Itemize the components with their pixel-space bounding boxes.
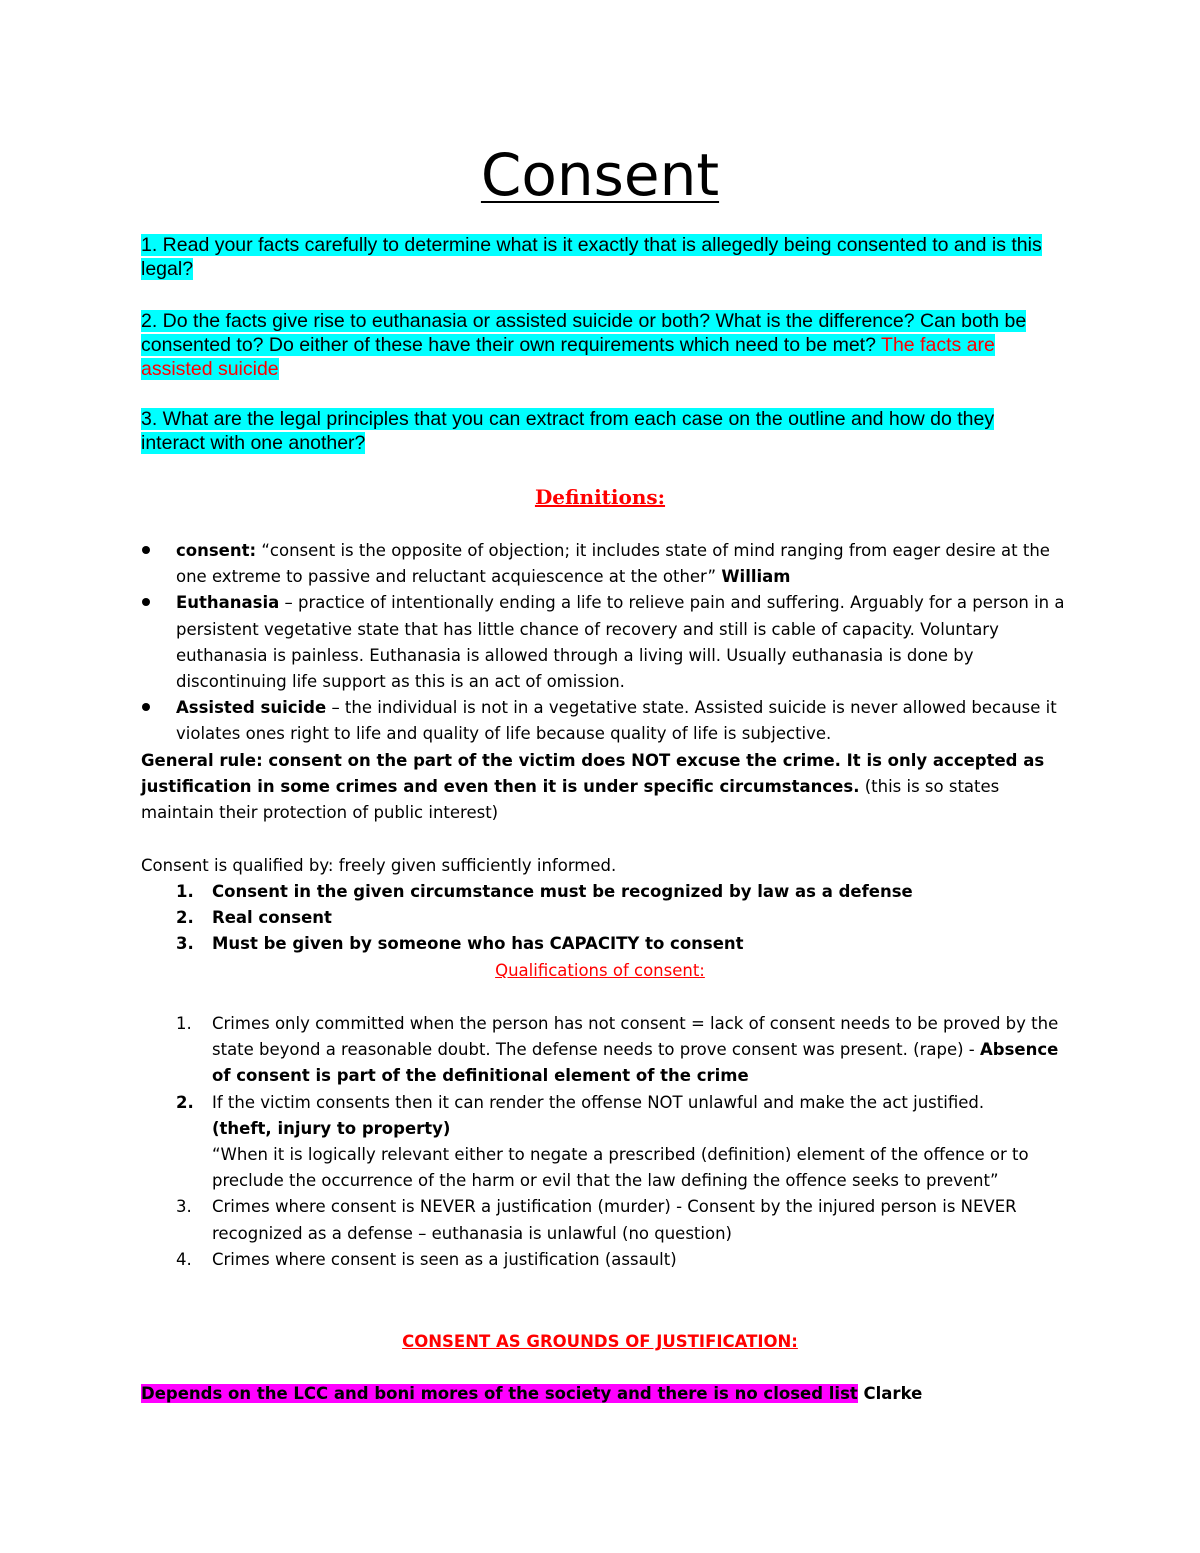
definition-text: – practice of intentionally ending a life to relieve pain and suffering. Arguably for a person in a persistent vegetative state that has little chance of recovery and still is cable of capacity. Voluntary euthanasia is painless. Euthanasia is allowed through a living will. Usually euthanasia is done by discontinuing life support as this is an act of omission. (176, 593, 1065, 692)
question-1-text: 1. Read your facts carefully to determine what is it exactly that is allegedly being consented to and is this legal? (141, 234, 1042, 280)
definition-term: consent: (176, 541, 257, 560)
closing-source: Clarke (863, 1384, 923, 1403)
bullet-icon (142, 598, 150, 606)
definitions-heading: Definitions: (534, 485, 666, 509)
qualified-item-text: Real consent (212, 908, 332, 928)
question-2-text: 2. Do the facts give rise to euthanasia or assisted suicide or both? What is the difference? Can both be consented to? Do either of these have their own requirements which need to be met? (141, 310, 1027, 356)
general-rule (141, 748, 1071, 827)
definitions-list (176, 538, 1076, 748)
qualification-text: Crimes where consent is NEVER a justification (murder) - Consent by the injured person is NEVER recognized as a defense – euthanasia is unlawful (no question) (212, 1197, 1017, 1243)
definition-term: Assisted suicide (176, 698, 327, 718)
qualification-item (141, 1011, 1061, 1090)
qualified-item-text: Consent in the given circumstance must be recognized by law as a defense (212, 882, 913, 901)
qualified-item (141, 879, 1061, 905)
qualified-item (141, 905, 1061, 931)
qualification-example: (theft, injury to property) (212, 1118, 451, 1138)
closing-paragraph (141, 1381, 1071, 1407)
list-number: 1. (176, 882, 194, 901)
definition-item (176, 538, 1076, 590)
question-2-answer: The facts are assisted suicide (141, 334, 995, 380)
bullet-icon (142, 546, 150, 554)
qualification-item (141, 1194, 1061, 1246)
qualification-item (141, 1090, 1061, 1195)
list-number: 3. (176, 934, 194, 954)
list-number: 2. (176, 908, 194, 928)
general-rule-bold: General rule: consent on the part of the victim does NOT excuse the crime. It is only accepted as justification in some crimes and even then it is under specific circumstances. (141, 751, 1045, 797)
definition-text: “consent is the opposite of objection; it includes state of mind ranging from eager desire at the one extreme to passive and reluctant acquiescence at the other” (176, 541, 1050, 587)
list-number: 1. (176, 1014, 192, 1033)
qualifications-heading: Qualifications of consent: (495, 961, 705, 980)
definition-item (176, 695, 1076, 747)
qualification-text: Crimes only committed when the person has not consent = lack of consent needs to be proved by the state beyond a reasonable doubt. The defense needs to prove consent was present. (212, 1014, 1059, 1060)
qualification-text: Crimes where consent is seen as a justification (assault) (212, 1249, 677, 1269)
qualification-example: (rape) - (913, 1040, 975, 1060)
list-number: 2. (176, 1092, 194, 1112)
qualification-text: If the victim consents then it can render the offense NOT unlawful and make the act justified. (212, 1092, 985, 1112)
document-title: Consent (480, 141, 720, 209)
justification-heading: CONSENT AS GROUNDS OF JUSTIFICATION: (402, 1332, 798, 1351)
closing-highlighted: Depends on the LCC and boni mores of the society and there is no closed list (141, 1384, 858, 1403)
question-1 (141, 233, 1061, 281)
qualification-item (141, 1247, 1061, 1273)
qualification-quote: “When it is logically relevant either to negate a prescribed (definition) element of the offence or to preclude the occurrence of the harm or evil that the law defining the offence seeks to prevent” (212, 1145, 1029, 1191)
qualified-item (141, 931, 1061, 957)
definition-text: – the individual is not in a vegetative state. Assisted suicide is never allowed because it violates ones right to life and quality of life because quality of life is subjective. (176, 698, 1057, 744)
question-2 (141, 309, 1061, 381)
qualification-note: Absence of consent is part of the definitional element of the crime (212, 1040, 1059, 1086)
definition-item (176, 590, 1076, 695)
qualified-list (141, 879, 1061, 958)
qualified-item-text: Must be given by someone who has CAPACITY to consent (212, 934, 744, 954)
definition-term: Euthanasia (176, 593, 280, 613)
question-3 (141, 407, 1061, 455)
definition-source: William (721, 567, 791, 587)
qualified-intro: Consent is qualified by: freely given sufficiently informed. (141, 856, 617, 875)
list-number: 4. (176, 1249, 192, 1269)
qualifications-list (141, 1011, 1061, 1273)
question-3-text: 3. What are the legal principles that you can extract from each case on the outline and how do they interact with one another? (141, 408, 995, 454)
general-rule-note: (this is so states maintain their protection of public interest) (141, 777, 1000, 823)
list-number: 3. (176, 1197, 192, 1217)
bullet-icon (142, 703, 150, 711)
